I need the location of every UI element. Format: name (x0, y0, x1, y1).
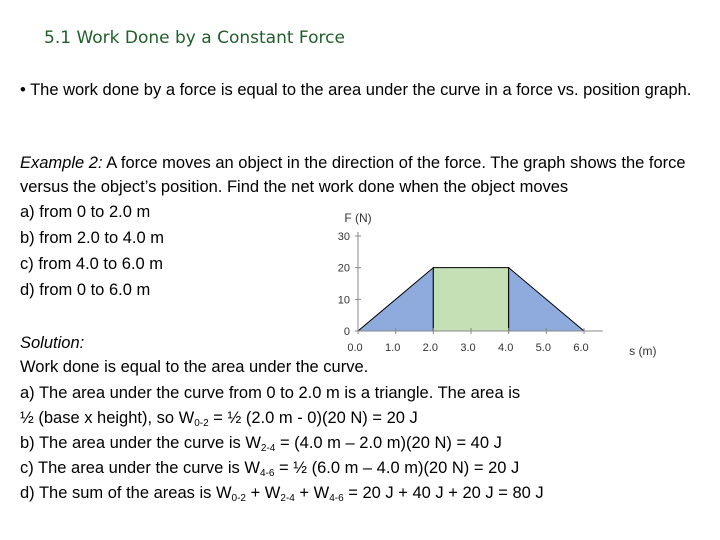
x-tick-label: 3.0 (460, 342, 476, 354)
x-tick-label: 5.0 (535, 342, 551, 354)
example-part-b: b) from 2.0 to 4.0 m (20, 229, 164, 247)
subscript: 2-4 (280, 493, 295, 504)
text-segment: b) The area under the curve is W (20, 434, 261, 452)
area-region-4-6 (509, 268, 584, 331)
subscript: 0-2 (231, 493, 246, 504)
x-tick-label: 2.0 (422, 342, 438, 354)
text-segment: ½ (base x height), so W (20, 409, 195, 427)
x-tick-label: 1.0 (385, 342, 401, 354)
example-label: Example 2: (20, 154, 103, 172)
y-tick-label: 20 (337, 262, 350, 275)
bullet-marker: • (20, 81, 26, 99)
y-axis-title: F (N) (344, 211, 372, 225)
example-part-a: a) from 0 to 2.0 m (20, 203, 151, 221)
x-tick-label: 0.0 (347, 342, 363, 354)
subscript: 4-6 (329, 493, 344, 504)
bullet-text: The work done by a force is equal to the area under the curve in a force vs. position graph. (30, 81, 692, 99)
slide-title: 5.1 Work Done by a Constant Force (44, 28, 345, 48)
text-segment: = ½ (2.0 m - 0)(20 N) = 20 J (208, 409, 418, 427)
subscript: 4-6 (259, 468, 275, 479)
solution-block (20, 331, 710, 379)
solution-intro: Work done is equal to the area under the curve. (20, 358, 369, 376)
text-segment: + W (294, 484, 330, 502)
text-segment: = 20 J + 40 J + 20 J = 80 J (343, 484, 544, 502)
example-part-d: d) from 0 to 6.0 m (20, 281, 151, 299)
solution-b (20, 431, 544, 456)
subscript: 2-4 (260, 443, 276, 454)
text-segment: = (4.0 m – 2.0 m)(20 N) = 40 J (275, 434, 502, 452)
text-segment: c) The area under the curve is W (20, 459, 260, 477)
x-axis-title: s (m) (629, 344, 657, 358)
solution-lines (20, 381, 544, 506)
y-tick-label: 10 (337, 294, 350, 307)
x-tick-label: 6.0 (573, 342, 589, 354)
subscript: 0-2 (194, 418, 209, 429)
y-tick-label: 0 (343, 326, 350, 338)
example-text: A force moves an object in the direction of the force. The graph shows the force versus the object’s position. Find the net work done when the object moves (20, 154, 686, 196)
solution-label: Solution: (20, 334, 85, 352)
example-part-c: c) from 4.0 to 6.0 m (20, 255, 164, 273)
area-region-0-2 (358, 268, 433, 331)
area-region-2-4 (433, 268, 508, 331)
x-tick-label: 4.0 (498, 342, 514, 354)
solution-d (20, 481, 544, 506)
solution-a-line2 (20, 406, 544, 431)
solution-c (20, 456, 544, 481)
chart-regions (358, 268, 584, 331)
text-segment: + W (245, 484, 281, 502)
text-segment: = ½ (6.0 m – 4.0 m)(20 N) = 20 J (274, 459, 520, 477)
y-tick-label: 30 (337, 231, 350, 243)
text-segment: d) The sum of the areas is W (20, 484, 232, 502)
solution-a-line1: a) The area under the curve from 0 to 2.0 m is a triangle. The area is (20, 384, 521, 402)
